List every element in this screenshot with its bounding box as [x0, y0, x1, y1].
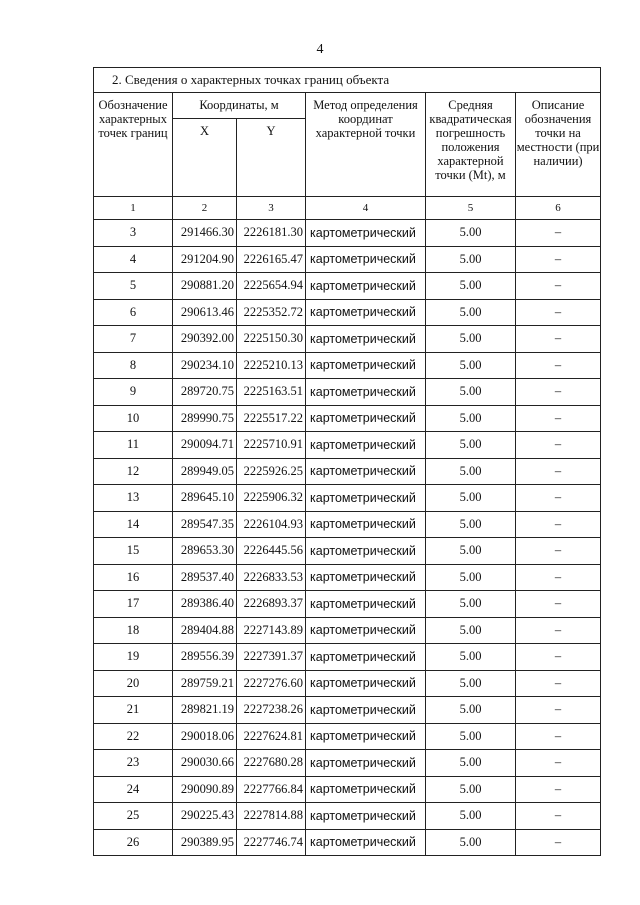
error-cell: 5.00 — [426, 591, 516, 618]
coord-y-cell: 2227143.89 — [237, 617, 306, 644]
table-row — [94, 405, 601, 432]
method-cell: картометрический — [306, 511, 426, 538]
table-row — [94, 591, 601, 618]
point-id-cell: 16 — [94, 564, 173, 591]
coord-x-cell: 290018.06 — [173, 723, 237, 750]
table-row — [94, 379, 601, 406]
table-row — [94, 617, 601, 644]
error-cell: 5.00 — [426, 432, 516, 459]
coord-x-cell: 289547.35 — [173, 511, 237, 538]
method-cell: картометрический — [306, 776, 426, 803]
description-cell: – — [516, 670, 601, 697]
method-cell: картометрический — [306, 326, 426, 353]
table-row — [94, 829, 601, 856]
method-cell: картометрический — [306, 829, 426, 856]
coord-x-cell: 290030.66 — [173, 750, 237, 777]
description-cell: – — [516, 591, 601, 618]
description-cell: – — [516, 511, 601, 538]
coord-x-cell: 290392.00 — [173, 326, 237, 353]
description-cell: – — [516, 617, 601, 644]
table-row — [94, 458, 601, 485]
coord-x-cell: 290613.46 — [173, 299, 237, 326]
error-cell: 5.00 — [426, 405, 516, 432]
coord-x-cell: 290389.95 — [173, 829, 237, 856]
table-row — [94, 723, 601, 750]
point-id-cell: 18 — [94, 617, 173, 644]
column-number: 2 — [173, 197, 237, 220]
method-cell: картометрический — [306, 750, 426, 777]
coord-y-cell: 2227746.74 — [237, 829, 306, 856]
header-description: Описание обозначения точки на местности (при наличии) — [516, 93, 601, 197]
error-cell: 5.00 — [426, 644, 516, 671]
description-cell: – — [516, 405, 601, 432]
point-id-cell: 23 — [94, 750, 173, 777]
error-cell: 5.00 — [426, 273, 516, 300]
coord-y-cell: 2225210.13 — [237, 352, 306, 379]
description-cell: – — [516, 246, 601, 273]
method-cell: картометрический — [306, 220, 426, 247]
coord-y-cell: 2227276.60 — [237, 670, 306, 697]
coord-y-cell: 2227814.88 — [237, 803, 306, 830]
coord-x-cell: 289404.88 — [173, 617, 237, 644]
error-cell: 5.00 — [426, 803, 516, 830]
error-cell: 5.00 — [426, 750, 516, 777]
coord-x-cell: 290090.89 — [173, 776, 237, 803]
description-cell: – — [516, 803, 601, 830]
table-row — [94, 670, 601, 697]
method-cell: картометрический — [306, 405, 426, 432]
error-cell: 5.00 — [426, 299, 516, 326]
coord-x-cell: 290234.10 — [173, 352, 237, 379]
coord-y-cell: 2227238.26 — [237, 697, 306, 724]
coord-y-cell: 2227680.28 — [237, 750, 306, 777]
table-row — [94, 697, 601, 724]
description-cell: – — [516, 564, 601, 591]
header-method: Метод определения координат характерной точки — [306, 93, 426, 197]
point-id-cell: 14 — [94, 511, 173, 538]
table-row — [94, 538, 601, 565]
point-id-cell: 7 — [94, 326, 173, 353]
table-row — [94, 299, 601, 326]
point-id-cell: 3 — [94, 220, 173, 247]
column-number: 4 — [306, 197, 426, 220]
coord-x-cell: 289720.75 — [173, 379, 237, 406]
description-cell: – — [516, 750, 601, 777]
error-cell: 5.00 — [426, 326, 516, 353]
column-number: 1 — [94, 197, 173, 220]
error-cell: 5.00 — [426, 246, 516, 273]
method-cell: картометрический — [306, 352, 426, 379]
table-row — [94, 485, 601, 512]
column-number: 6 — [516, 197, 601, 220]
point-id-cell: 19 — [94, 644, 173, 671]
method-cell: картометрический — [306, 273, 426, 300]
error-cell: 5.00 — [426, 723, 516, 750]
point-id-cell: 17 — [94, 591, 173, 618]
boundary-points-table — [93, 67, 601, 856]
description-cell: – — [516, 723, 601, 750]
coord-x-cell: 289949.05 — [173, 458, 237, 485]
method-cell: картометрический — [306, 432, 426, 459]
column-number: 3 — [237, 197, 306, 220]
page-number: 4 — [316, 42, 324, 57]
error-cell: 5.00 — [426, 458, 516, 485]
table-row — [94, 432, 601, 459]
error-cell: 5.00 — [426, 829, 516, 856]
point-id-cell: 20 — [94, 670, 173, 697]
error-cell: 5.00 — [426, 697, 516, 724]
coord-y-cell: 2227391.37 — [237, 644, 306, 671]
method-cell: картометрический — [306, 379, 426, 406]
method-cell: картометрический — [306, 299, 426, 326]
description-cell: – — [516, 829, 601, 856]
description-cell: – — [516, 485, 601, 512]
coord-x-cell: 290881.20 — [173, 273, 237, 300]
table-row — [94, 352, 601, 379]
error-cell: 5.00 — [426, 379, 516, 406]
description-cell: – — [516, 352, 601, 379]
error-cell: 5.00 — [426, 617, 516, 644]
error-cell: 5.00 — [426, 776, 516, 803]
method-cell: картометрический — [306, 564, 426, 591]
description-cell: – — [516, 379, 601, 406]
coord-x-cell: 289645.10 — [173, 485, 237, 512]
description-cell: – — [516, 326, 601, 353]
method-cell: картометрический — [306, 670, 426, 697]
header-y: Y — [237, 119, 306, 197]
coord-x-cell: 289386.40 — [173, 591, 237, 618]
coord-y-cell: 2226181.30 — [237, 220, 306, 247]
method-cell: картометрический — [306, 591, 426, 618]
column-number: 5 — [426, 197, 516, 220]
method-cell: картометрический — [306, 697, 426, 724]
coord-y-cell: 2226445.56 — [237, 538, 306, 565]
description-cell: – — [516, 220, 601, 247]
description-cell: – — [516, 432, 601, 459]
coord-y-cell: 2226104.93 — [237, 511, 306, 538]
coord-y-cell: 2225906.32 — [237, 485, 306, 512]
table-row — [94, 803, 601, 830]
coord-x-cell: 289759.21 — [173, 670, 237, 697]
coord-y-cell: 2226165.47 — [237, 246, 306, 273]
description-cell: – — [516, 697, 601, 724]
description-cell: – — [516, 776, 601, 803]
coord-y-cell: 2225150.30 — [237, 326, 306, 353]
method-cell: картометрический — [306, 803, 426, 830]
coord-x-cell: 290094.71 — [173, 432, 237, 459]
coord-x-cell: 289990.75 — [173, 405, 237, 432]
point-id-cell: 4 — [94, 246, 173, 273]
point-id-cell: 6 — [94, 299, 173, 326]
coord-x-cell: 290225.43 — [173, 803, 237, 830]
table-row — [94, 644, 601, 671]
coord-x-cell: 289556.39 — [173, 644, 237, 671]
description-cell: – — [516, 458, 601, 485]
coord-y-cell: 2226833.53 — [237, 564, 306, 591]
description-cell: – — [516, 538, 601, 565]
point-id-cell: 8 — [94, 352, 173, 379]
error-cell: 5.00 — [426, 485, 516, 512]
point-id-cell: 5 — [94, 273, 173, 300]
error-cell: 5.00 — [426, 220, 516, 247]
coord-x-cell: 289821.19 — [173, 697, 237, 724]
point-id-cell: 9 — [94, 379, 173, 406]
coord-y-cell: 2225352.72 — [237, 299, 306, 326]
method-cell: картометрический — [306, 485, 426, 512]
point-id-cell: 26 — [94, 829, 173, 856]
header-x: X — [173, 119, 237, 197]
table-row — [94, 326, 601, 353]
table-row — [94, 564, 601, 591]
point-id-cell: 25 — [94, 803, 173, 830]
table-body — [94, 220, 601, 856]
point-id-cell: 22 — [94, 723, 173, 750]
coord-y-cell: 2225710.91 — [237, 432, 306, 459]
coord-x-cell: 289537.40 — [173, 564, 237, 591]
point-id-cell: 24 — [94, 776, 173, 803]
error-cell: 5.00 — [426, 538, 516, 565]
coord-y-cell: 2227624.81 — [237, 723, 306, 750]
coord-y-cell: 2226893.37 — [237, 591, 306, 618]
point-id-cell: 12 — [94, 458, 173, 485]
table-row — [94, 220, 601, 247]
table-row — [94, 511, 601, 538]
coord-x-cell: 289653.30 — [173, 538, 237, 565]
point-id-cell: 10 — [94, 405, 173, 432]
point-id-cell: 21 — [94, 697, 173, 724]
point-id-cell: 11 — [94, 432, 173, 459]
description-cell: – — [516, 273, 601, 300]
coord-y-cell: 2225654.94 — [237, 273, 306, 300]
coord-x-cell: 291204.90 — [173, 246, 237, 273]
header-coordinates: Координаты, м — [173, 93, 306, 119]
table-row — [94, 246, 601, 273]
method-cell: картометрический — [306, 246, 426, 273]
point-id-cell: 13 — [94, 485, 173, 512]
point-id-cell: 15 — [94, 538, 173, 565]
method-cell: картометрический — [306, 538, 426, 565]
header-designation: Обозначение характерных точек границ — [94, 93, 173, 197]
coord-y-cell: 2225926.25 — [237, 458, 306, 485]
section-title: 2. Сведения о характерных точках границ объекта — [94, 68, 601, 93]
table-row — [94, 776, 601, 803]
method-cell: картометрический — [306, 617, 426, 644]
error-cell: 5.00 — [426, 670, 516, 697]
description-cell: – — [516, 299, 601, 326]
method-cell: картометрический — [306, 644, 426, 671]
coord-y-cell: 2225517.22 — [237, 405, 306, 432]
header-error: Средняя квадратическая погрешность положения характерной точки (Mt), м — [426, 93, 516, 197]
coord-y-cell: 2225163.51 — [237, 379, 306, 406]
table-row — [94, 750, 601, 777]
error-cell: 5.00 — [426, 511, 516, 538]
method-cell: картометрический — [306, 458, 426, 485]
description-cell: – — [516, 644, 601, 671]
error-cell: 5.00 — [426, 564, 516, 591]
error-cell: 5.00 — [426, 352, 516, 379]
column-numbers-row — [94, 197, 601, 220]
coord-y-cell: 2227766.84 — [237, 776, 306, 803]
method-cell: картометрический — [306, 723, 426, 750]
coord-x-cell: 291466.30 — [173, 220, 237, 247]
table-row — [94, 273, 601, 300]
